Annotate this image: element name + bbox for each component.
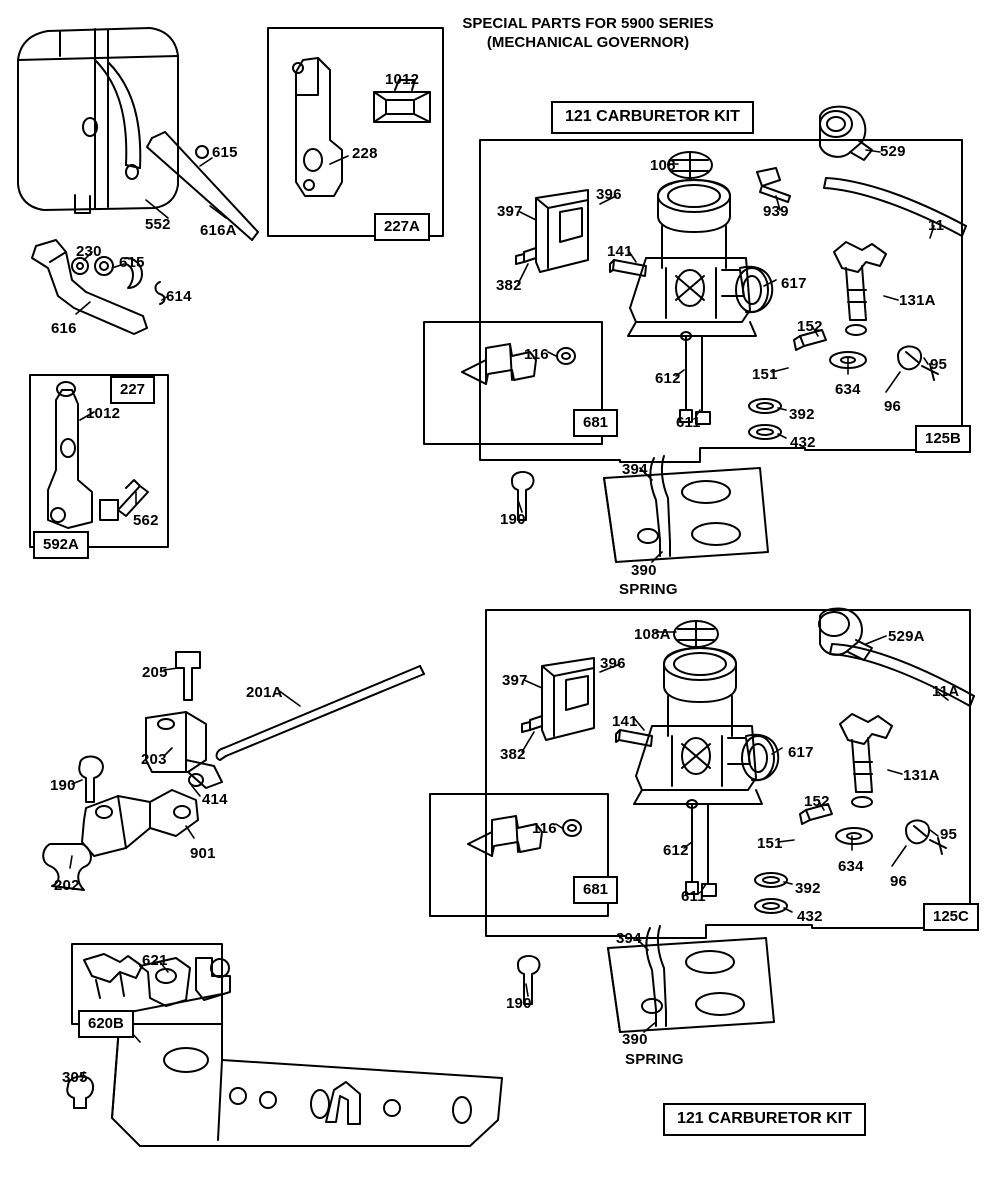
callout-95: 95 — [940, 826, 958, 843]
callout-190: 190 — [50, 777, 76, 794]
callout-202: 202 — [54, 877, 80, 894]
callout-190: 190 — [506, 995, 532, 1012]
callout-621: 621 — [142, 952, 168, 969]
callout-203: 203 — [141, 751, 167, 768]
callout-95: 95 — [930, 356, 948, 373]
carburetor-body-upper — [628, 180, 772, 424]
callout-96: 96 — [890, 873, 908, 890]
callout-432: 432 — [790, 434, 816, 451]
callout-116: 116 — [532, 820, 557, 837]
callout-396: 396 — [596, 186, 622, 203]
callout-151: 151 — [752, 366, 778, 383]
kit-label-lower: 121 CARBURETOR KIT — [663, 1103, 866, 1136]
callout-382: 382 — [496, 277, 522, 294]
callout-562: 562 — [133, 512, 159, 529]
box-label-125c: 125C — [923, 903, 979, 931]
callout-11: 11 — [928, 217, 945, 234]
callout-382: 382 — [500, 746, 526, 763]
screw-939 — [757, 168, 790, 202]
callout-394: 394 — [616, 930, 642, 947]
inset-box-227a — [268, 28, 443, 236]
pin-141 — [610, 260, 646, 276]
callout-spring: SPRING — [619, 581, 678, 598]
callout-390: 390 — [622, 1031, 648, 1048]
callout-394: 394 — [622, 461, 648, 478]
callout-611: 611 — [681, 888, 706, 905]
box-label-681-lower: 681 — [573, 876, 618, 904]
callout-615: 615 — [119, 254, 145, 271]
callout-432: 432 — [797, 908, 823, 925]
governor-lever-131a — [834, 242, 886, 335]
callout-529a: 529A — [888, 628, 925, 645]
callout-141: 141 — [612, 713, 638, 730]
box-label-227: 227 — [110, 376, 155, 404]
callout-131a: 131A — [903, 767, 940, 784]
callout-11a: 11A — [932, 683, 960, 700]
box-label-227a: 227A — [374, 213, 430, 241]
fitting-529a — [819, 609, 872, 660]
page-title — [378, 14, 798, 52]
callout-392: 392 — [795, 880, 821, 897]
callout-190: 190 — [500, 511, 526, 528]
needle-valve-116-lower — [468, 816, 581, 856]
callout-205: 205 — [142, 664, 168, 681]
carburetor-body-lower — [634, 648, 778, 896]
callout-131a: 131A — [899, 292, 936, 309]
callout-611: 611 — [676, 414, 701, 431]
box-label-681-upper: 681 — [573, 409, 618, 437]
callout-615: 615 — [212, 144, 238, 161]
callout-634: 634 — [838, 858, 864, 875]
mounting-bracket-long — [112, 994, 502, 1146]
box-label-620b: 620B — [78, 1010, 134, 1038]
callout-96: 96 — [884, 398, 902, 415]
callout-634: 634 — [835, 381, 861, 398]
callout-108: 108 — [650, 157, 676, 174]
callout-397: 397 — [502, 672, 528, 689]
blower-housing-art — [18, 28, 258, 240]
callout-612: 612 — [663, 842, 689, 859]
callout-1012: 1012 — [86, 405, 121, 422]
page-title-line2: (MECHANICAL GOVERNOR) — [486, 34, 690, 51]
callout-201a: 201A — [246, 684, 283, 701]
choke-valve-108a — [674, 621, 718, 647]
box-label-125b: 125B — [915, 425, 971, 453]
callout-617: 617 — [788, 744, 814, 761]
fitting-529 — [820, 107, 872, 160]
bracket-397-396-lower — [522, 658, 594, 740]
callout-612: 612 — [655, 370, 681, 387]
callout-230: 230 — [76, 243, 102, 260]
callout-151: 151 — [757, 835, 783, 852]
callout-1012: 1012 — [385, 71, 420, 88]
kit-label-upper: 121 CARBURETOR KIT — [551, 101, 754, 134]
callout-901: 901 — [190, 845, 216, 862]
callout-116: 116 — [524, 346, 549, 363]
bracket-397-396 — [516, 190, 588, 272]
callout-228: 228 — [352, 145, 378, 162]
control-bracket-cluster — [43, 652, 424, 890]
callout-152: 152 — [804, 793, 830, 810]
callout-305: 305 — [62, 1069, 88, 1086]
callout-939: 939 — [763, 203, 789, 220]
box-label-592a: 592A — [33, 531, 89, 559]
fuel-line-11 — [824, 178, 966, 236]
callout-390: 390 — [631, 562, 657, 579]
callout-397: 397 — [497, 203, 523, 220]
page-title-line1: SPECIAL PARTS FOR 5900 SERIES — [462, 15, 714, 32]
callout-552: 552 — [145, 216, 171, 233]
callout-614: 614 — [166, 288, 192, 305]
callout-392: 392 — [789, 406, 815, 423]
callout-108a: 108A — [634, 626, 671, 643]
callout-152: 152 — [797, 318, 823, 335]
callout-414: 414 — [202, 791, 228, 808]
callout-141: 141 — [607, 243, 633, 260]
governor-lever-131a-lower — [840, 714, 892, 807]
callout-616a: 616A — [200, 222, 237, 239]
callout-616: 616 — [51, 320, 77, 337]
callout-529: 529 — [880, 143, 906, 160]
pin-141-lower — [616, 730, 652, 746]
callout-spring: SPRING — [625, 1051, 684, 1068]
needle-valve-116 — [462, 344, 575, 384]
callout-617: 617 — [781, 275, 807, 292]
callout-396: 396 — [600, 655, 626, 672]
